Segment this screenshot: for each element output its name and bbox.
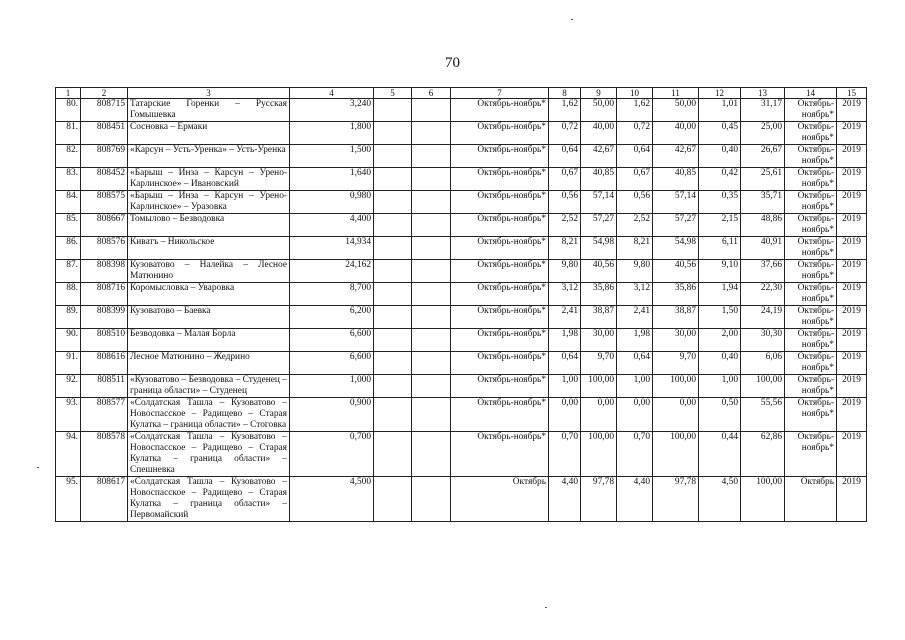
length-km: 1,000 [290,375,374,398]
road-name: Коромысловка – Уваровка [128,283,290,306]
value-13: 48,86 [741,214,785,237]
work-period: Октябрь-ноябрь* [451,306,549,329]
col-5 [374,260,412,283]
value-8: 0,64 [549,145,581,168]
work-period: Октябрь-ноябрь* [451,283,549,306]
year: 2019 [837,99,867,122]
scan-speck [545,607,547,608]
value-9: 0,00 [581,398,617,432]
work-period: Октябрь-ноябрь* [451,352,549,375]
value-8: 4,40 [549,477,581,522]
col-6 [412,375,451,398]
value-10: 2,41 [617,306,653,329]
row-number: 83. [56,168,81,191]
work-period: Октябрь-ноябрь* [451,375,549,398]
col-5 [374,168,412,191]
value-9: 42,67 [581,145,617,168]
value-9: 97,78 [581,477,617,522]
column-header-11: 11 [653,88,699,99]
value-9: 40,85 [581,168,617,191]
work-period-2: Октябрь-ноябрь* [785,214,837,237]
col-6 [412,432,451,477]
col-5 [374,352,412,375]
value-13: 37,66 [741,260,785,283]
value-12: 0,40 [699,352,741,375]
length-km: 6,200 [290,306,374,329]
value-9: 35,86 [581,283,617,306]
value-11: 100,00 [653,375,699,398]
column-header-15: 15 [837,88,867,99]
work-period: Октябрь-ноябрь* [451,260,549,283]
value-12: 4,50 [699,477,741,522]
year: 2019 [837,214,867,237]
value-13: 25,00 [741,122,785,145]
value-13: 40,91 [741,237,785,260]
road-code: 808578 [81,432,128,477]
col-6 [412,306,451,329]
length-km: 1,500 [290,145,374,168]
length-km: 8,700 [290,283,374,306]
value-13: 35,71 [741,191,785,214]
value-12: 1,01 [699,99,741,122]
year: 2019 [837,477,867,522]
road-code: 808577 [81,398,128,432]
row-number: 85. [56,214,81,237]
row-number: 94. [56,432,81,477]
road-code: 808451 [81,122,128,145]
value-8: 0,64 [549,352,581,375]
value-10: 0,00 [617,398,653,432]
work-period: Октябрь-ноябрь* [451,214,549,237]
col-6 [412,168,451,191]
table-row [56,352,867,375]
value-10: 0,56 [617,191,653,214]
table-row [56,260,867,283]
value-11: 100,00 [653,432,699,477]
column-header-3: 3 [128,88,290,99]
road-name: Кузоватово – Баевка [128,306,290,329]
work-period-2: Октябрь-ноябрь* [785,306,837,329]
road-name: «Барыш – Инза – Карсун – Урено-Карлинское» – Уразовка [128,191,290,214]
work-period-2: Октябрь-ноябрь* [785,237,837,260]
value-11: 54,98 [653,237,699,260]
col-6 [412,122,451,145]
value-10: 3,12 [617,283,653,306]
length-km: 4,400 [290,214,374,237]
value-9: 57,27 [581,214,617,237]
value-10: 1,98 [617,329,653,352]
road-name: Киватъ – Никольское [128,237,290,260]
row-number: 82. [56,145,81,168]
road-code: 808398 [81,260,128,283]
column-header-14: 14 [785,88,837,99]
col-5 [374,432,412,477]
value-8: 3,12 [549,283,581,306]
road-code: 808399 [81,306,128,329]
road-name: Кузоватово – Налейка – Лесное Матюнино [128,260,290,283]
col-5 [374,145,412,168]
value-12: 2,15 [699,214,741,237]
scan-speck [37,467,39,468]
table-row [56,168,867,191]
value-12: 1,00 [699,375,741,398]
road-repair-table [55,87,867,522]
road-code: 808769 [81,145,128,168]
value-9: 100,00 [581,375,617,398]
value-10: 4,40 [617,477,653,522]
row-number: 89. [56,306,81,329]
value-9: 57,14 [581,191,617,214]
col-5 [374,237,412,260]
work-period-2: Октябрь [785,477,837,522]
value-12: 1,50 [699,306,741,329]
value-12: 0,40 [699,145,741,168]
value-9: 100,00 [581,432,617,477]
col-5 [374,398,412,432]
value-9: 54,98 [581,237,617,260]
row-number: 88. [56,283,81,306]
value-8: 1,98 [549,329,581,352]
value-11: 35,86 [653,283,699,306]
value-8: 2,52 [549,214,581,237]
value-12: 0,35 [699,191,741,214]
work-period: Октябрь-ноябрь* [451,99,549,122]
road-name: «Карсун – Усть-Уренка» – Усть-Уренка [128,145,290,168]
work-period: Октябрь-ноябрь* [451,122,549,145]
table-row [56,99,867,122]
col-6 [412,99,451,122]
year: 2019 [837,329,867,352]
length-km: 6,600 [290,352,374,375]
value-9: 50,00 [581,99,617,122]
length-km: 1,640 [290,168,374,191]
work-period-2: Октябрь-ноябрь* [785,352,837,375]
value-13: 31,17 [741,99,785,122]
work-period-2: Октябрь-ноябрь* [785,432,837,477]
value-8: 8,21 [549,237,581,260]
column-header-6: 6 [412,88,451,99]
value-8: 0,56 [549,191,581,214]
road-code: 808617 [81,477,128,522]
year: 2019 [837,283,867,306]
value-10: 9,80 [617,260,653,283]
work-period: Октябрь-ноябрь* [451,329,549,352]
work-period-2: Октябрь-ноябрь* [785,191,837,214]
road-code: 808511 [81,375,128,398]
value-11: 38,87 [653,306,699,329]
length-km: 4,500 [290,477,374,522]
value-13: 100,00 [741,477,785,522]
value-11: 97,78 [653,477,699,522]
value-13: 30,30 [741,329,785,352]
road-name: Сосновка – Ермаки [128,122,290,145]
column-header-9: 9 [581,88,617,99]
table-row [56,145,867,168]
value-8: 0,67 [549,168,581,191]
row-number: 86. [56,237,81,260]
length-km: 6,600 [290,329,374,352]
work-period: Октябрь-ноябрь* [451,398,549,432]
road-name: Безводовка – Малая Борла [128,329,290,352]
value-10: 0,64 [617,145,653,168]
value-11: 30,00 [653,329,699,352]
value-11: 57,27 [653,214,699,237]
col-5 [374,283,412,306]
scan-speck [571,19,573,20]
work-period: Октябрь-ноябрь* [451,145,549,168]
value-10: 1,00 [617,375,653,398]
value-12: 9,10 [699,260,741,283]
value-12: 1,94 [699,283,741,306]
col-6 [412,237,451,260]
value-13: 24,19 [741,306,785,329]
col-5 [374,306,412,329]
table-row [56,432,867,477]
year: 2019 [837,145,867,168]
value-9: 40,00 [581,122,617,145]
length-km: 1,800 [290,122,374,145]
road-code: 808575 [81,191,128,214]
col-6 [412,352,451,375]
header-row [56,88,867,99]
work-period: Октябрь-ноябрь* [451,432,549,477]
value-11: 9,70 [653,352,699,375]
value-11: 40,85 [653,168,699,191]
column-header-4: 4 [290,88,374,99]
col-6 [412,260,451,283]
year: 2019 [837,122,867,145]
value-10: 8,21 [617,237,653,260]
value-8: 2,41 [549,306,581,329]
work-period-2: Октябрь-ноябрь* [785,398,837,432]
value-13: 26,67 [741,145,785,168]
value-11: 42,67 [653,145,699,168]
work-period-2: Октябрь-ноябрь* [785,168,837,191]
work-period-2: Октябрь-ноябрь* [785,122,837,145]
road-code: 808452 [81,168,128,191]
value-9: 9,70 [581,352,617,375]
year: 2019 [837,352,867,375]
road-name: «Кузоватово – Безводовка – Студенец – граница области» – Студенец [128,375,290,398]
table-row [56,283,867,306]
table-row [56,191,867,214]
value-9: 30,00 [581,329,617,352]
value-10: 2,52 [617,214,653,237]
work-period: Октябрь-ноябрь* [451,168,549,191]
page-number: 70 [445,55,460,71]
table-row [56,306,867,329]
row-number: 84. [56,191,81,214]
column-header-8: 8 [549,88,581,99]
value-8: 9,80 [549,260,581,283]
value-13: 100,00 [741,375,785,398]
col-5 [374,214,412,237]
col-5 [374,191,412,214]
work-period-2: Октябрь-ноябрь* [785,375,837,398]
column-header-12: 12 [699,88,741,99]
col-6 [412,329,451,352]
value-8: 0,72 [549,122,581,145]
col-5 [374,122,412,145]
value-8: 1,00 [549,375,581,398]
year: 2019 [837,375,867,398]
value-10: 0,72 [617,122,653,145]
value-12: 0,44 [699,432,741,477]
road-name: Татарские Горенки – Русская Гомышевка [128,99,290,122]
table-row [56,122,867,145]
value-11: 0,00 [653,398,699,432]
road-code: 808510 [81,329,128,352]
table-row [56,214,867,237]
value-13: 22,30 [741,283,785,306]
column-header-7: 7 [451,88,549,99]
road-name: Лесное Матюнино – Жедрино [128,352,290,375]
work-period-2: Октябрь-ноябрь* [785,260,837,283]
road-code: 808576 [81,237,128,260]
length-km: 14,934 [290,237,374,260]
year: 2019 [837,398,867,432]
road-code: 808715 [81,99,128,122]
row-number: 87. [56,260,81,283]
row-number: 81. [56,122,81,145]
work-period-2: Октябрь-ноябрь* [785,145,837,168]
row-number: 91. [56,352,81,375]
value-10: 1,62 [617,99,653,122]
row-number: 92. [56,375,81,398]
road-code: 808616 [81,352,128,375]
work-period: Октябрь [451,477,549,522]
col-5 [374,375,412,398]
col-5 [374,477,412,522]
value-10: 0,64 [617,352,653,375]
year: 2019 [837,306,867,329]
col-6 [412,283,451,306]
year: 2019 [837,432,867,477]
row-number: 90. [56,329,81,352]
length-km: 0,980 [290,191,374,214]
value-11: 57,14 [653,191,699,214]
col-6 [412,191,451,214]
value-10: 0,67 [617,168,653,191]
column-header-1: 1 [56,88,81,99]
col-6 [412,214,451,237]
road-name: «Солдатская Ташла – Кузоватово – Новоспасское – Радищево – Старая Кулатка – граница области» – Спешневка [128,432,290,477]
road-code: 808667 [81,214,128,237]
work-period: Октябрь-ноябрь* [451,237,549,260]
length-km: 3,240 [290,99,374,122]
value-8: 0,70 [549,432,581,477]
col-6 [412,477,451,522]
table-row [56,477,867,522]
value-13: 6,06 [741,352,785,375]
length-km: 24,162 [290,260,374,283]
table-row [56,398,867,432]
table-row [56,329,867,352]
value-12: 0,50 [699,398,741,432]
road-name: Томылово – Безводовка [128,214,290,237]
value-12: 0,45 [699,122,741,145]
row-number: 80. [56,99,81,122]
value-11: 40,56 [653,260,699,283]
year: 2019 [837,260,867,283]
length-km: 0,900 [290,398,374,432]
work-period-2: Октябрь-ноябрь* [785,99,837,122]
work-period-2: Октябрь-ноябрь* [785,283,837,306]
table-row [56,375,867,398]
value-10: 0,70 [617,432,653,477]
col-5 [374,99,412,122]
road-name: «Барыш – Инза – Карсун – Урено-Карлинское» – Ивановский [128,168,290,191]
year: 2019 [837,191,867,214]
road-name: «Солдатская Ташла – Кузоватово – Новоспасское – Радищево – Старая Кулатка – граница области» – Стоговка [128,398,290,432]
road-code: 808716 [81,283,128,306]
value-13: 55,56 [741,398,785,432]
year: 2019 [837,237,867,260]
value-11: 40,00 [653,122,699,145]
value-11: 50,00 [653,99,699,122]
column-header-2: 2 [81,88,128,99]
work-period: Октябрь-ноябрь* [451,191,549,214]
row-number: 95. [56,477,81,522]
col-6 [412,145,451,168]
table-row [56,237,867,260]
value-8: 1,62 [549,99,581,122]
value-12: 6,11 [699,237,741,260]
column-header-10: 10 [617,88,653,99]
value-13: 62,86 [741,432,785,477]
column-header-13: 13 [741,88,785,99]
length-km: 0,700 [290,432,374,477]
value-13: 25,61 [741,168,785,191]
road-name: «Солдатская Ташла – Кузоватово – Новоспасское – Радищево – Старая Кулатка – граница области» – Первомайский [128,477,290,522]
value-9: 40,56 [581,260,617,283]
value-12: 0,42 [699,168,741,191]
row-number: 93. [56,398,81,432]
value-8: 0,00 [549,398,581,432]
value-9: 38,87 [581,306,617,329]
work-period-2: Октябрь-ноябрь* [785,329,837,352]
value-12: 2,00 [699,329,741,352]
year: 2019 [837,168,867,191]
col-6 [412,398,451,432]
col-5 [374,329,412,352]
column-header-5: 5 [374,88,412,99]
